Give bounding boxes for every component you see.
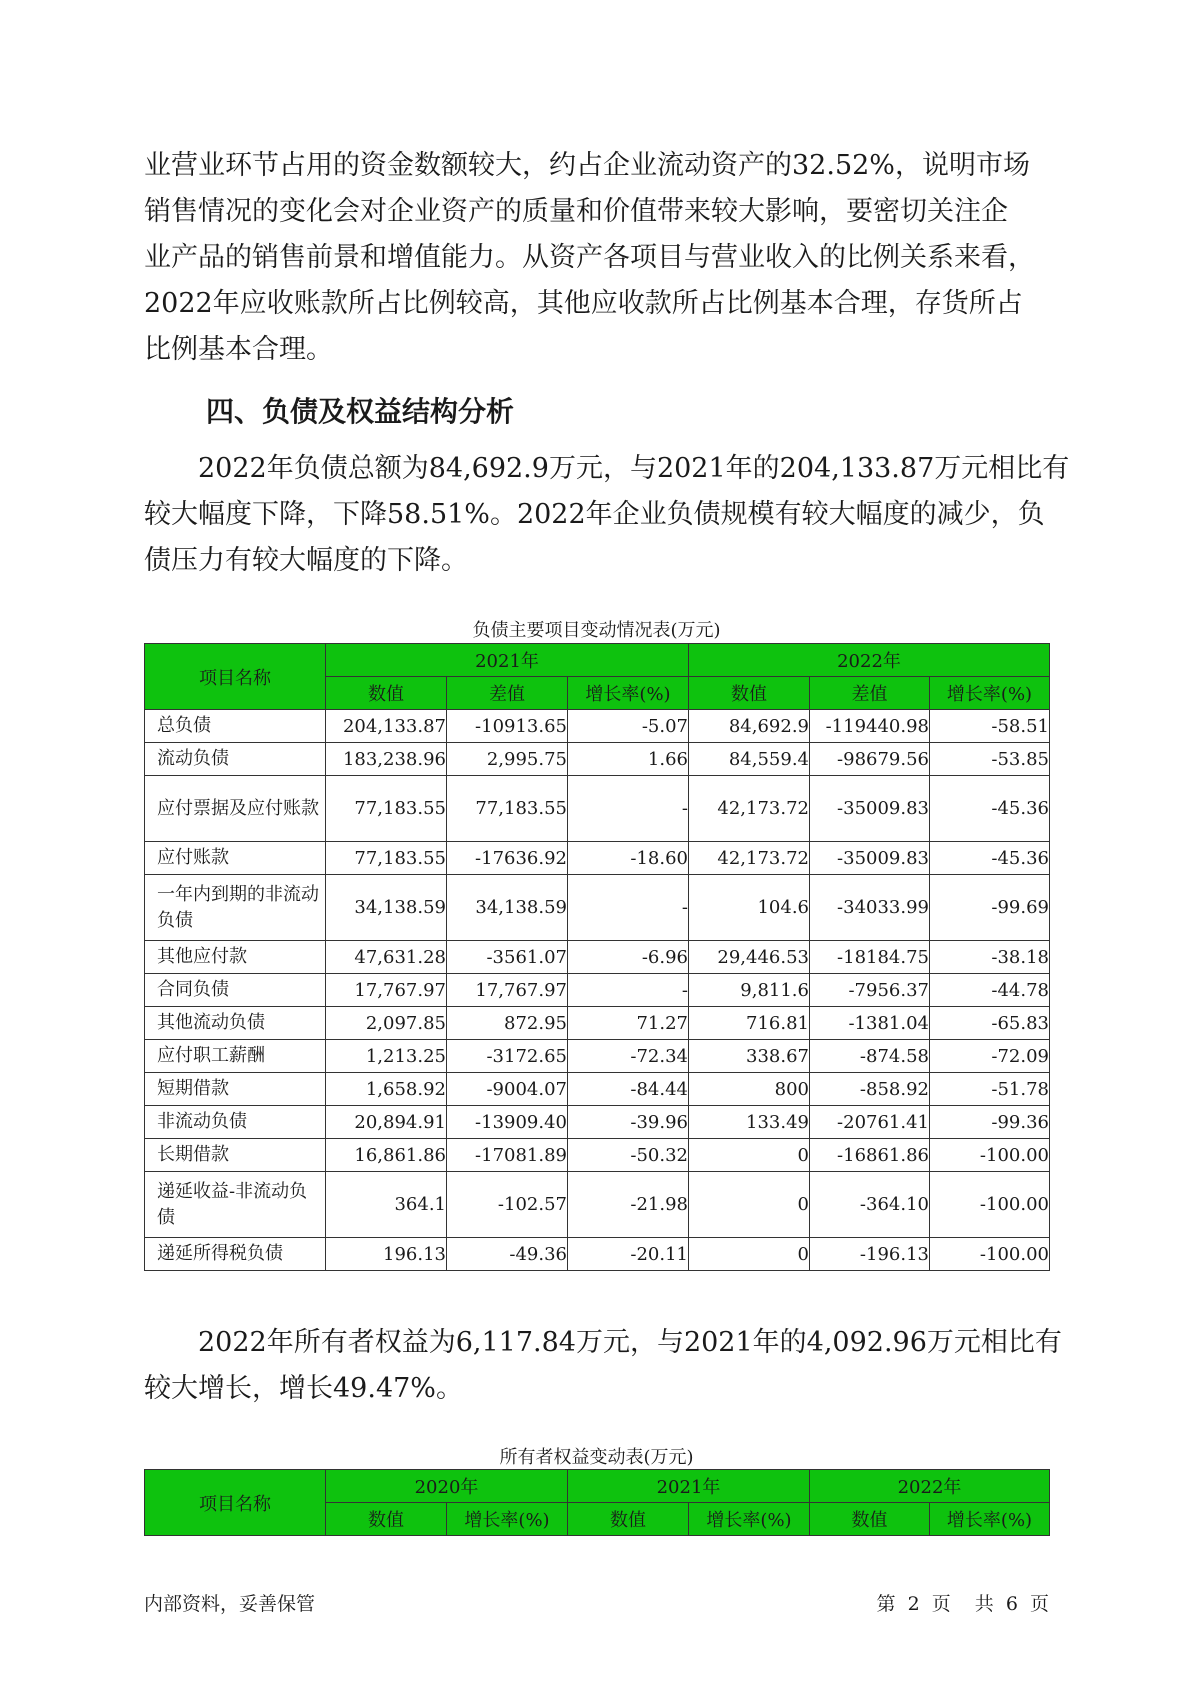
cell-g2022: -45.36 [930, 776, 1050, 842]
footer-note: 内部资料，妥善保管 [144, 1593, 316, 1615]
liability-table-caption: 负债主要项目变动情况表(万元) [472, 620, 721, 641]
subheader: 增长率(%) [689, 1503, 810, 1536]
cell-g2022: -72.09 [930, 1040, 1050, 1073]
cell-v2021: 77,183.55 [326, 776, 447, 842]
table-row [145, 776, 1050, 842]
equity-table [144, 1469, 1050, 1536]
row-item-name: 递延所得税负债 [145, 1238, 326, 1271]
cell-v2022: 9,811.6 [689, 974, 810, 1007]
cell-d2022: -7956.37 [810, 974, 930, 1007]
cell-v2022: 0 [689, 1139, 810, 1172]
total-prefix: 共 [974, 1593, 994, 1615]
cell-g2021: -84.44 [568, 1073, 689, 1106]
cell-g2022: -58.51 [930, 710, 1050, 743]
subheader: 数值 [326, 677, 447, 710]
intro-line: 业产品的销售前景和增值能力。从资产各项目与营业收入的比例关系来看， [144, 242, 1035, 273]
cell-d2022: -364.10 [810, 1172, 930, 1238]
header-year: 2022年 [810, 1470, 1050, 1503]
cell-d2021: -10913.65 [447, 710, 568, 743]
cell-v2022: 133.49 [689, 1106, 810, 1139]
cell-d2021: -13909.40 [447, 1106, 568, 1139]
cell-d2021: 17,767.97 [447, 974, 568, 1007]
cell-d2022: -1381.04 [810, 1007, 930, 1040]
cell-d2021: -102.57 [447, 1172, 568, 1238]
cell-g2021: - [568, 974, 689, 1007]
cell-v2021: 2,097.85 [326, 1007, 447, 1040]
table-row [145, 710, 1050, 743]
intro-line: 比例基本合理。 [144, 334, 333, 365]
cell-v2022: 42,173.72 [689, 776, 810, 842]
row-item-name: 长期借款 [145, 1139, 326, 1172]
intro-line: 销售情况的变化会对企业资产的质量和价值带来较大影响，要密切关注企 [144, 196, 1008, 227]
cell-v2022: 716.81 [689, 1007, 810, 1040]
row-item-name: 其他流动负债 [145, 1007, 326, 1040]
row-item-name: 应付职工薪酬 [145, 1040, 326, 1073]
cell-g2022: -38.18 [930, 941, 1050, 974]
header-year: 2021年 [326, 644, 689, 677]
cell-g2021: -5.07 [568, 710, 689, 743]
table-row [145, 1172, 1050, 1238]
cell-v2021: 204,133.87 [326, 710, 447, 743]
cell-d2021: 34,138.59 [447, 875, 568, 941]
cell-v2021: 183,238.96 [326, 743, 447, 776]
equity-paragraph [144, 1320, 1062, 1412]
row-item-name: 递延收益-非流动负债 [145, 1172, 326, 1238]
row-item-name: 短期借款 [145, 1073, 326, 1106]
cell-d2022: -35009.83 [810, 776, 930, 842]
subheader: 差值 [810, 677, 930, 710]
cell-d2021: 77,183.55 [447, 776, 568, 842]
cell-v2021: 1,213.25 [326, 1040, 447, 1073]
header-year: 2021年 [568, 1470, 810, 1503]
equity-line: 2022年所有者权益为6,117.84万元，与2021年的4,092.96万元相比有 [198, 1327, 1062, 1358]
row-item-name: 合同负债 [145, 974, 326, 1007]
cell-v2022: 800 [689, 1073, 810, 1106]
row-item-name: 其他应付款 [145, 941, 326, 974]
cell-d2022: -98679.56 [810, 743, 930, 776]
table-row [145, 842, 1050, 875]
cell-v2022: 84,559.4 [689, 743, 810, 776]
table-row [145, 1139, 1050, 1172]
cell-d2022: -874.58 [810, 1040, 930, 1073]
cell-d2021: -3172.65 [447, 1040, 568, 1073]
cell-v2022: 0 [689, 1238, 810, 1271]
cell-v2021: 1,658.92 [326, 1073, 447, 1106]
cell-v2021: 16,861.86 [326, 1139, 447, 1172]
row-item-name: 非流动负债 [145, 1106, 326, 1139]
cell-d2022: -119440.98 [810, 710, 930, 743]
row-item-name: 一年内到期的非流动负债 [145, 875, 326, 941]
cell-d2021: -17081.89 [447, 1139, 568, 1172]
cell-g2021: - [568, 776, 689, 842]
header-item-name: 项目名称 [145, 644, 326, 710]
cell-v2021: 364.1 [326, 1172, 447, 1238]
cell-d2021: -3561.07 [447, 941, 568, 974]
cell-d2022: -35009.83 [810, 842, 930, 875]
cell-v2021: 17,767.97 [326, 974, 447, 1007]
header-year: 2020年 [326, 1470, 568, 1503]
liability-line: 较大幅度下降，下降58.51%。2022年企业负债规模有较大幅度的减少，负 [144, 499, 1045, 530]
cell-d2021: -17636.92 [447, 842, 568, 875]
liability-paragraph [144, 446, 1070, 584]
cell-g2021: 1.66 [568, 743, 689, 776]
cell-v2022: 338.67 [689, 1040, 810, 1073]
cell-g2022: -100.00 [930, 1238, 1050, 1271]
cell-g2021: -39.96 [568, 1106, 689, 1139]
equity-line: 较大增长，增长49.47%。 [144, 1373, 463, 1404]
cell-g2021: - [568, 875, 689, 941]
cell-g2021: 71.27 [568, 1007, 689, 1040]
cell-v2022: 104.6 [689, 875, 810, 941]
table-row [145, 974, 1050, 1007]
subheader: 数值 [689, 677, 810, 710]
cell-d2021: -9004.07 [447, 1073, 568, 1106]
liability-line: 2022年负债总额为84,692.9万元，与2021年的204,133.87万元相比有 [198, 453, 1070, 484]
intro-paragraph [144, 143, 1049, 373]
cell-d2022: -16861.86 [810, 1139, 930, 1172]
cell-g2021: -20.11 [568, 1238, 689, 1271]
cell-d2021: 872.95 [447, 1007, 568, 1040]
table-row [145, 875, 1050, 941]
table-row [145, 941, 1050, 974]
cell-g2021: -72.34 [568, 1040, 689, 1073]
cell-g2022: -100.00 [930, 1139, 1050, 1172]
cell-d2022: -20761.41 [810, 1106, 930, 1139]
cell-g2021: -18.60 [568, 842, 689, 875]
cell-g2021: -50.32 [568, 1139, 689, 1172]
table-row [145, 1073, 1050, 1106]
cell-v2022: 29,446.53 [689, 941, 810, 974]
subheader: 数值 [810, 1503, 930, 1536]
cell-d2022: -858.92 [810, 1073, 930, 1106]
page-indicator [871, 1589, 1049, 1616]
row-item-name: 总负债 [145, 710, 326, 743]
header-year: 2022年 [689, 644, 1050, 677]
page-prefix: 第 [876, 1593, 896, 1615]
cell-g2022: -65.83 [930, 1007, 1050, 1040]
cell-v2021: 196.13 [326, 1238, 447, 1271]
cell-g2022: -99.69 [930, 875, 1050, 941]
cell-g2021: -6.96 [568, 941, 689, 974]
equity-table-caption: 所有者权益变动表(万元) [499, 1447, 694, 1468]
cell-v2022: 0 [689, 1172, 810, 1238]
page-number: 2 [907, 1593, 920, 1615]
table-row [145, 743, 1050, 776]
cell-g2022: -99.36 [930, 1106, 1050, 1139]
cell-v2021: 77,183.55 [326, 842, 447, 875]
intro-line: 业营业环节占用的资金数额较大，约占企业流动资产的32.52%，说明市场 [144, 150, 1030, 181]
cell-v2022: 42,173.72 [689, 842, 810, 875]
table-row [145, 1106, 1050, 1139]
row-item-name: 应付票据及应付账款 [145, 776, 326, 842]
cell-v2022: 84,692.9 [689, 710, 810, 743]
intro-line: 2022年应收账款所占比例较高，其他应收款所占比例基本合理，存货所占 [144, 288, 1023, 319]
cell-v2021: 47,631.28 [326, 941, 447, 974]
subheader: 增长率(%) [568, 677, 689, 710]
subheader: 增长率(%) [930, 677, 1050, 710]
section-heading: 四、负债及权益结构分析 [206, 395, 515, 428]
cell-d2021: 2,995.75 [447, 743, 568, 776]
header-item-name: 项目名称 [145, 1470, 326, 1536]
subheader: 增长率(%) [447, 1503, 568, 1536]
total-unit: 页 [1029, 1593, 1049, 1615]
cell-d2022: -34033.99 [810, 875, 930, 941]
liability-table-body [145, 710, 1050, 1271]
liability-table [144, 643, 1050, 1271]
cell-g2022: -44.78 [930, 974, 1050, 1007]
table-row [145, 1238, 1050, 1271]
table-row [145, 1007, 1050, 1040]
page-unit: 页 [931, 1593, 951, 1615]
subheader: 数值 [326, 1503, 447, 1536]
cell-d2021: -49.36 [447, 1238, 568, 1271]
subheader: 数值 [568, 1503, 689, 1536]
cell-d2022: -196.13 [810, 1238, 930, 1271]
cell-g2022: -51.78 [930, 1073, 1050, 1106]
total-pages: 6 [1005, 1593, 1018, 1615]
cell-g2022: -100.00 [930, 1172, 1050, 1238]
cell-v2021: 34,138.59 [326, 875, 447, 941]
cell-d2022: -18184.75 [810, 941, 930, 974]
cell-g2022: -53.85 [930, 743, 1050, 776]
cell-v2021: 20,894.91 [326, 1106, 447, 1139]
subheader: 差值 [447, 677, 568, 710]
row-item-name: 流动负债 [145, 743, 326, 776]
table-row [145, 1040, 1050, 1073]
row-item-name: 应付账款 [145, 842, 326, 875]
cell-g2022: -45.36 [930, 842, 1050, 875]
subheader: 增长率(%) [930, 1503, 1050, 1536]
liability-line: 债压力有较大幅度的下降。 [144, 545, 468, 576]
cell-g2021: -21.98 [568, 1172, 689, 1238]
